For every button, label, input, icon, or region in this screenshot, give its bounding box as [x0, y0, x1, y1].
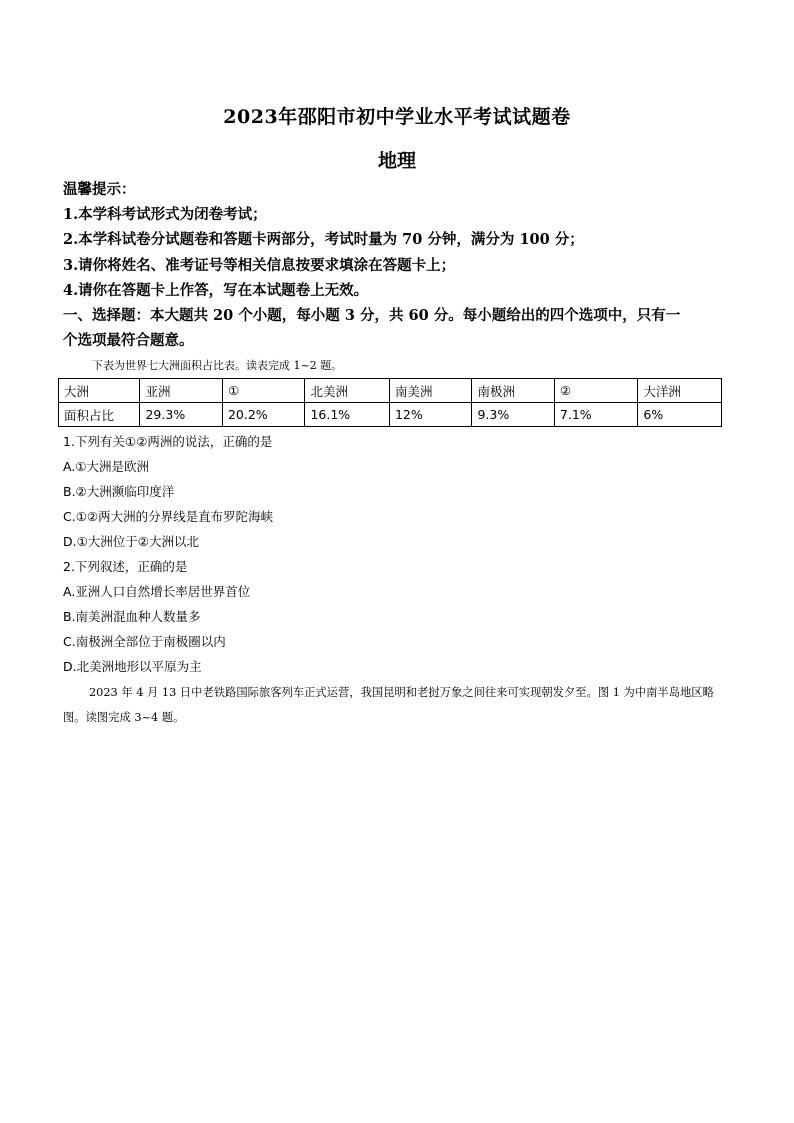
- question-1-option-d: D.①大洲位于②大洲以北: [63, 534, 200, 549]
- table-cell: ①: [222, 379, 304, 403]
- notice-item-1: 1.本学科考试形式为闭卷考试；: [63, 206, 267, 223]
- table-cell: 20.2%: [222, 403, 304, 427]
- exam-title: 2023年邵阳市初中学业水平考试试题卷: [223, 106, 571, 128]
- question-2-stem: 2.下列叙述，正确的是: [63, 559, 188, 574]
- table-cell: 6%: [638, 403, 722, 427]
- section-heading-line-1: 一、选择题：本大题共 20 个小题，每小题 3 分，共 60 分。每小题给出的四个选项中，只有一: [63, 307, 681, 324]
- table-cell: 29.3%: [140, 403, 222, 427]
- table-cell: 亚洲: [140, 379, 222, 403]
- question-1-option-a: A.①大洲是欧洲: [63, 459, 150, 474]
- question-1-option-b: B.②大洲濒临印度洋: [63, 484, 175, 499]
- question-2-option-c: C.南极洲全部位于南极圈以内: [63, 634, 226, 649]
- continent-area-table: [58, 378, 722, 427]
- table-cell: 南极洲: [472, 379, 554, 403]
- table-cell: 7.1%: [554, 403, 638, 427]
- passage: [63, 680, 735, 730]
- table-cell: 大洋洲: [638, 379, 722, 403]
- table-cell: 12%: [389, 403, 471, 427]
- table-cell: 9.3%: [472, 403, 554, 427]
- question-2-option-d: D.北美洲地形以平原为主: [63, 659, 202, 674]
- subject-title: 地理: [377, 150, 416, 172]
- passage-text: 2023 年 4 月 13 日中老铁路国际旅客列车正式运营，我国昆明和老挝万象之间往来可实现朝发夕至。图 1 为中南半岛地区略图。读图完成 3~4 题。: [63, 686, 714, 724]
- table-intro: 下表为世界七大洲面积占比表。读表完成 1~2 题。: [92, 359, 343, 372]
- question-2-option-a: A.亚洲人口自然增长率居世界首位: [63, 584, 251, 599]
- table-cell: 16.1%: [305, 403, 390, 427]
- table-cell: 面积占比: [59, 403, 140, 427]
- notice-item-3: 3.请你将姓名、准考证号等相关信息按要求填涂在答题卡上；: [63, 257, 456, 274]
- notice-heading: 温馨提示：: [63, 181, 136, 198]
- notice-item-4: 4.请你在答题卡上作答，写在本试题卷上无效。: [63, 282, 369, 299]
- table-cell: 大洲: [59, 379, 140, 403]
- table-cell: ②: [554, 379, 638, 403]
- table-value-row: [59, 403, 722, 427]
- section-heading-line-2: 个选项最符合题意。: [63, 332, 194, 349]
- table-cell: 南美洲: [389, 379, 471, 403]
- question-1-stem: 1.下列有关①②两洲的说法，正确的是: [63, 434, 273, 449]
- notice-item-2: 2.本学科试卷分试题卷和答题卡两部分，考试时量为 70 分钟，满分为 100 分；: [63, 231, 584, 248]
- table-cell: 北美洲: [305, 379, 390, 403]
- question-1-option-c: C.①②两大洲的分界线是直布罗陀海峡: [63, 509, 274, 524]
- table-header-row: [59, 379, 722, 403]
- question-2-option-b: B.南美洲混血种人数量多: [63, 609, 201, 624]
